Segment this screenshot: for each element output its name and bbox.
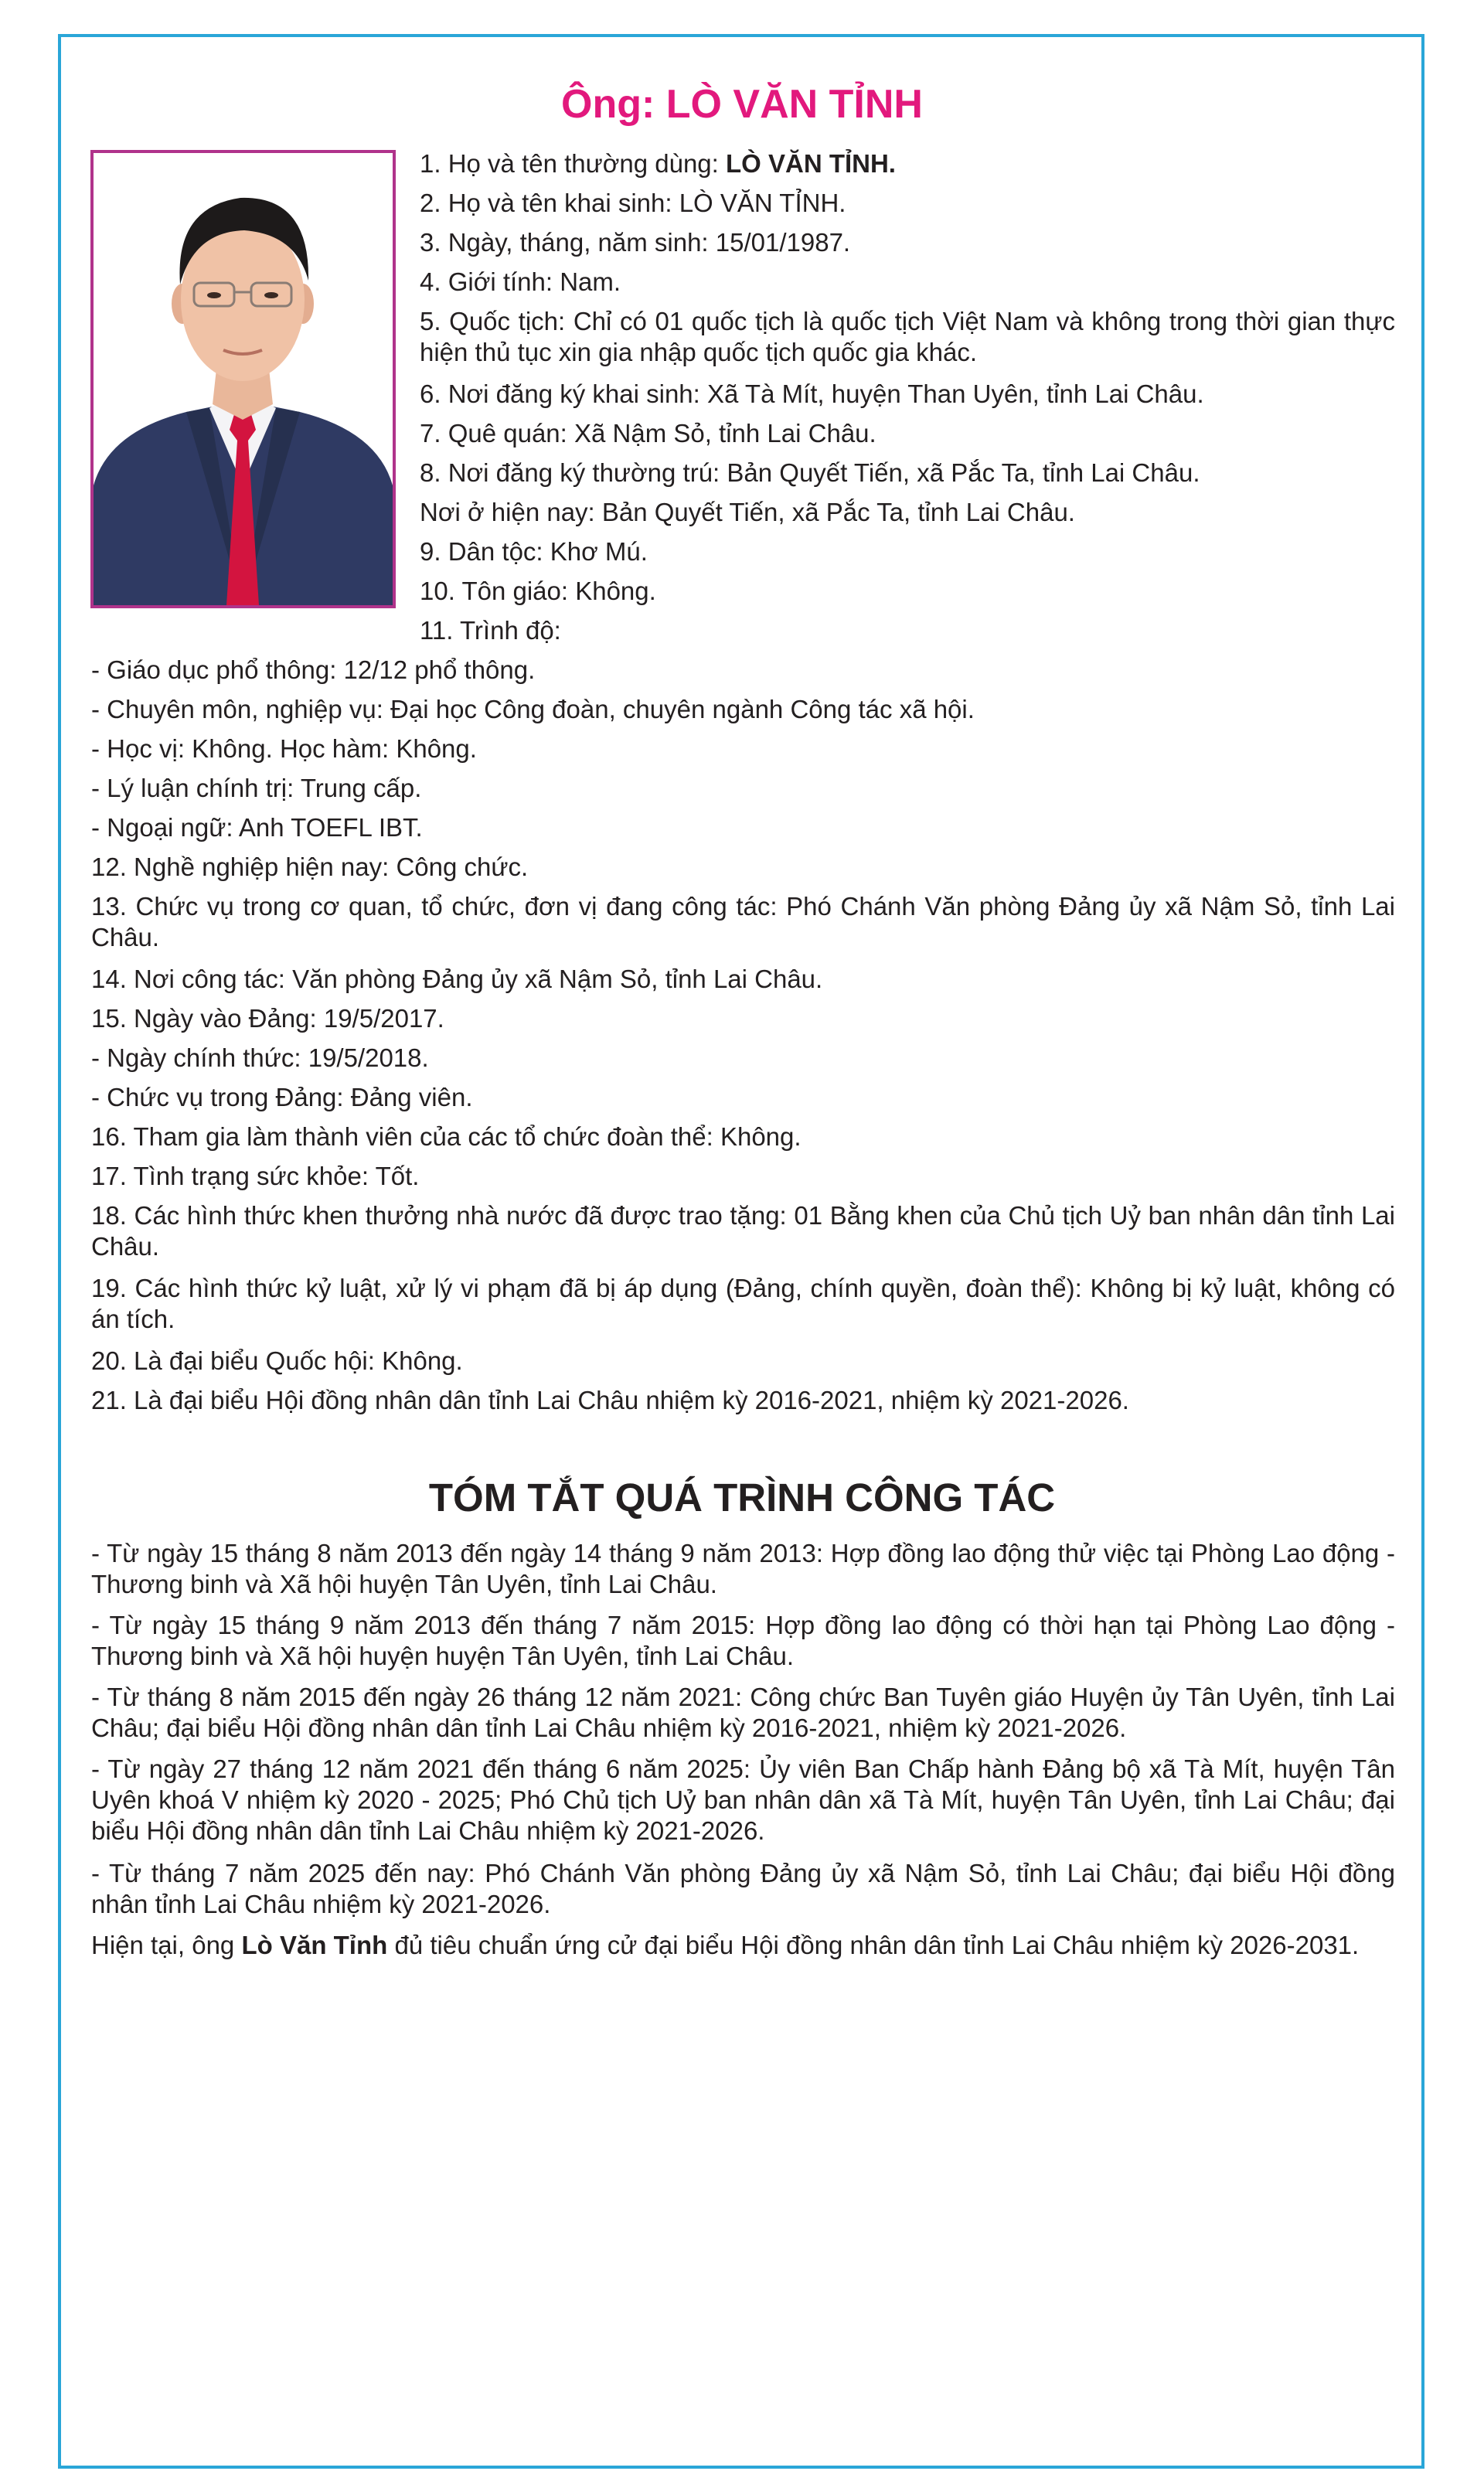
info-line-8b: Nơi ở hiện nay: Bản Quyết Tiến, xã Pắc Ta, tỉnh Lai Châu.	[420, 498, 1075, 526]
career-entry-3: - Từ tháng 8 năm 2015 đến ngày 26 tháng 12 năm 2021: Công chức Ban Tuyên giáo Huyện ủy Tân Uyên, tỉnh Lai Châu; đại biểu Hội đồng nhân dân tỉnh Lai Châu nhiệm kỳ 2016-2021, nhiệm kỳ 2021-2026.	[91, 1683, 1395, 1742]
info-line-1-label: 1. Họ và tên thường dùng:	[420, 149, 726, 178]
info-line-15b: - Chức vụ trong Đảng: Đảng viên.	[91, 1083, 473, 1111]
info-line-21: 21. Là đại biểu Hội đồng nhân dân tỉnh Lai Châu nhiệm kỳ 2016-2021, nhiệm kỳ 2021-2026.	[91, 1386, 1129, 1414]
info-line-11b: - Chuyên môn, nghiệp vụ: Đại học Công đoàn, chuyên ngành Công tác xã hội.	[91, 695, 975, 723]
career-entry-2: - Từ ngày 15 tháng 9 năm 2013 đến tháng 7 năm 2015: Hợp đồng lao động có thời hạn tại Phòng Lao động - Thương binh và Xã hội huyện huyện Tân Uyên, tỉnh Lai Châu.	[91, 1611, 1395, 1670]
info-line-11d: - Lý luận chính trị: Trung cấp.	[91, 774, 422, 802]
info-line-10: 10. Tôn giáo: Không.	[420, 577, 656, 605]
info-line-4: 4. Giới tính: Nam.	[420, 267, 621, 296]
info-line-1-value: LÒ VĂN TỈNH.	[725, 149, 896, 178]
career-conclusion	[91, 1930, 1395, 1961]
info-line-1	[420, 148, 1395, 179]
info-line-15: 15. Ngày vào Đảng: 19/5/2017.	[91, 1004, 444, 1033]
info-line-13: 13. Chức vụ trong cơ quan, tổ chức, đơn vị đang công tác: Phó Chánh Văn phòng Đảng ủy xã Nậm Sỏ, tỉnh Lai Châu.	[91, 892, 1395, 951]
career-entry-1: - Từ ngày 15 tháng 8 năm 2013 đến ngày 14 tháng 9 năm 2013: Hợp đồng lao động thử việc tại Phòng Lao động - Thương binh và Xã hội huyện Tân Uyên, tỉnh Lai Châu.	[91, 1539, 1395, 1598]
career-entry-5: - Từ tháng 7 năm 2025 đến nay: Phó Chánh Văn phòng Đảng ủy xã Nậm Sỏ, tỉnh Lai Châu; đại biểu Hội đồng nhân tỉnh Lai Châu nhiệm kỳ 2021-2026.	[91, 1859, 1395, 1918]
info-line-17: 17. Tình trạng sức khỏe: Tốt.	[91, 1162, 420, 1190]
info-line-11a: - Giáo dục phổ thông: 12/12 phổ thông.	[91, 655, 536, 684]
info-line-8: 8. Nơi đăng ký thường trú: Bản Quyết Tiến, xã Pắc Ta, tỉnh Lai Châu.	[420, 458, 1200, 487]
career-heading: TÓM TẮT QUÁ TRÌNH CÔNG TÁC	[428, 1475, 1056, 1520]
info-line-6: 6. Nơi đăng ký khai sinh: Xã Tà Mít, huyện Than Uyên, tỉnh Lai Châu.	[420, 379, 1204, 408]
candidate-photo	[90, 150, 396, 608]
conclusion-prefix: Hiện tại, ông	[91, 1931, 242, 1959]
info-line-5: 5. Quốc tịch: Chỉ có 01 quốc tịch là quốc tịch Việt Nam và không trong thời gian thực hiện thủ tục xin gia nhập quốc tịch quốc gia khác.	[420, 307, 1395, 366]
info-line-7: 7. Quê quán: Xã Nậm Sỏ, tỉnh Lai Châu.	[420, 419, 876, 448]
info-line-12: 12. Nghề nghiệp hiện nay: Công chức.	[91, 853, 529, 881]
info-line-14: 14. Nơi công tác: Văn phòng Đảng ủy xã Nậm Sỏ, tỉnh Lai Châu.	[91, 965, 823, 993]
info-line-15a: - Ngày chính thức: 19/5/2018.	[91, 1043, 429, 1072]
candidate-title: Ông: LÒ VĂN TỈNH	[561, 82, 923, 127]
info-line-16: 16. Tham gia làm thành viên của các tổ chức đoàn thể: Không.	[91, 1122, 802, 1151]
info-line-18: 18. Các hình thức khen thưởng nhà nước đã được trao tặng: 01 Bằng khen của Chủ tịch Uỷ ban nhân dân tỉnh Lai Châu.	[91, 1201, 1395, 1261]
career-entry-4: - Từ ngày 27 tháng 12 năm 2021 đến tháng 6 năm 2025: Ủy viên Ban Chấp hành Đảng bộ xã Tà Mít, huyện Tân Uyên khoá V nhiệm kỳ 2020 - 2025; Phó Chủ tịch Uỷ ban nhân dân xã Tà Mít, huyện Tân Uyên, tỉnh Lai Châu; đại biểu Hội đồng nhân dân tỉnh Lai Châu nhiệm kỳ 2021-2026.	[91, 1755, 1395, 1845]
conclusion-suffix: đủ tiêu chuẩn ứng cử đại biểu Hội đồng nhân dân tỉnh Lai Châu nhiệm kỳ 2026-2031.	[387, 1931, 1360, 1959]
info-line-11: 11. Trình độ:	[420, 616, 561, 645]
info-line-2: 2. Họ và tên khai sinh: LÒ VĂN TỈNH.	[420, 189, 846, 217]
info-line-11e: - Ngoại ngữ: Anh TOEFL IBT.	[91, 813, 423, 842]
info-line-20: 20. Là đại biểu Quốc hội: Không.	[91, 1346, 463, 1375]
conclusion-name: Lò Văn Tỉnh	[241, 1931, 388, 1959]
info-line-11c: - Học vị: Không. Học hàm: Không.	[91, 734, 477, 763]
info-line-19: 19. Các hình thức kỷ luật, xử lý vi phạm đã bị áp dụng (Đảng, chính quyền, đoàn thể): Không bị kỷ luật, không có án tích.	[91, 1274, 1395, 1333]
info-line-9: 9. Dân tộc: Khơ Mú.	[420, 537, 648, 566]
info-line-3: 3. Ngày, tháng, năm sinh: 15/01/1987.	[420, 228, 851, 257]
